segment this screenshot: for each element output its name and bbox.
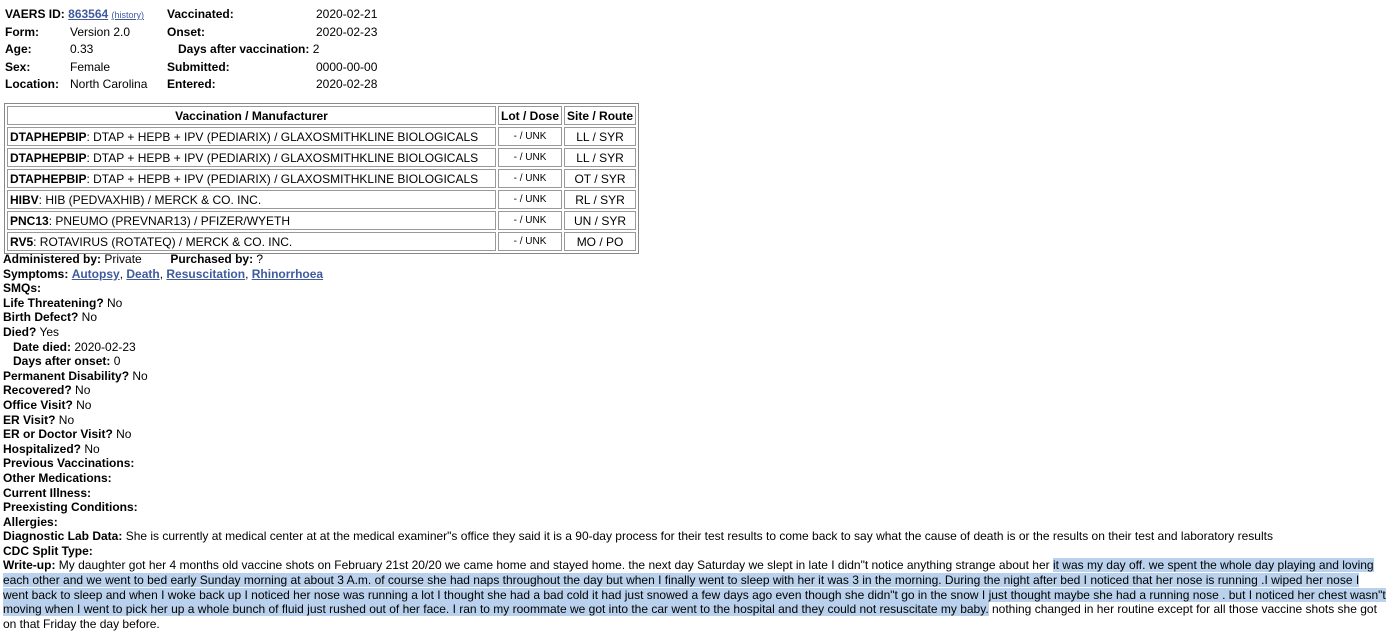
date-died-line: Date died: 2020-02-23 [13,339,136,354]
vaccine-cell: HIBV: HIB (PEDVAXHIB) / MERCK & CO. INC. [7,190,496,209]
vaers-id-link[interactable]: 863564 [68,7,109,21]
died-line: Died? Yes [3,324,60,339]
symptoms-line: Symptoms: Autopsy, Death, Resuscitation, Rhinorrhoea [3,266,324,281]
days-after-vax-field: Days after vaccination: 2 [178,42,320,56]
submitted-value: 0000-00-00 [316,59,378,74]
lot-cell: - / UNK [498,169,562,188]
header-lot-dose: Lot / Dose [498,106,562,125]
cdc-split-type-line: CDC Split Type: [3,543,93,558]
report-details [3,252,1387,631]
table-row [7,211,636,230]
submitted-label: Submitted: [167,59,230,74]
location-label: Location: [5,77,59,91]
site-cell: LL / SYR [564,148,636,167]
table-row [7,190,636,209]
header-vaccination: Vaccination / Manufacturer [7,106,496,125]
site-cell: OT / SYR [564,169,636,188]
preexisting-conditions-line: Preexisting Conditions: [3,500,138,515]
symptom-link-resuscitation[interactable]: Resuscitation [166,266,246,281]
lot-cell: - / UNK [498,127,562,146]
entered-value: 2020-02-28 [316,77,378,91]
symptom-link-death[interactable]: Death [126,266,160,281]
history-link[interactable]: (history) [111,10,145,20]
vaccine-cell: RV5: ROTAVIRUS (ROTATEQ) / MERCK & CO. INC. [7,232,496,251]
symptom-link-autopsy[interactable]: Autopsy [71,266,120,281]
other-medications-line: Other Medications: [3,470,112,485]
header-site-route: Site / Route [564,106,636,125]
allergies-line: Allergies: [3,514,58,529]
days-after-onset-line: Days after onset: 0 [13,354,121,369]
onset-label: Onset: [167,24,206,39]
vaccine-cell: DTAPHEPBIP: DTAP + HEPB + IPV (PEDIARIX) / GLAXOSMITHKLINE BIOLOGICALS [7,169,496,188]
birth-defect-line: Birth Defect? No [3,310,98,325]
writeup-text: Write-up: My daughter got her 4 months old vaccine shots on February 21st 20/20 we came home and stayed home. the next day Saturday we slept in late I didn"t notice anything strange about her it was my day off. we spent the whole day playing and loving each other and we went to bed early Sunday morning at about 3 A.m. of course she had naps throughout the day but when I finally went to sleep with her it was 3 in the morning. During the night after bed I noticed that her nose is running .I wiped her nose I went back to sleep and when I woke back up I noticed her nose was running a lot I thought she had a bad cold it had just snowed a few days ago even though she didn"t go in the snow I just thought maybe she had a running nose . but I noticed her chest wasn"t moving when I went to pick her up a whole bunch of fluid just rushed out of her face. I ran to my roommate we got into the car went to the hospital and they could not resuscitate my baby. nothing changed in her routine except for all those vaccine shots she got on that Friday the day before. [3,558,1386,631]
administered-purchased-line: Administered by: Private Purchased by: ? [3,252,264,266]
vaccine-cell: DTAPHEPBIP: DTAP + HEPB + IPV (PEDIARIX) / GLAXOSMITHKLINE BIOLOGICALS [7,148,496,167]
location-value: North Carolina [70,77,148,91]
lot-cell: - / UNK [498,148,562,167]
table-row [7,169,636,188]
report-header [5,5,395,93]
table-row [7,148,636,167]
site-cell: MO / PO [564,232,636,251]
previous-vaccinations-line: Previous Vaccinations: [3,456,135,471]
table-header-row [7,106,636,125]
form-label: Form: [5,24,39,39]
office-visit-line: Office Visit? No [3,397,92,412]
er-visit-line: ER Visit? No [3,412,75,427]
vaccinated-label: Vaccinated: [167,7,234,21]
lot-cell: - / UNK [498,232,562,251]
age-label: Age: [5,42,32,56]
vaccination-table [4,103,639,254]
vaccine-cell: PNC13: PNEUMO (PREVNAR13) / PFIZER/WYETH [7,211,496,230]
table-row [7,127,636,146]
age-value: 0.33 [70,42,94,56]
lot-cell: - / UNK [498,211,562,230]
recovered-line: Recovered? No [3,383,91,398]
site-cell: RL / SYR [564,190,636,209]
vaccine-cell: DTAPHEPBIP: DTAP + HEPB + IPV (PEDIARIX) / GLAXOSMITHKLINE BIOLOGICALS [7,127,496,146]
hospitalized-line: Hospitalized? No [3,441,100,456]
symptom-link-rhinorrhoea[interactable]: Rhinorrhoea [251,266,324,281]
diagnostic-lab-line: Diagnostic Lab Data: She is currently at medical center at at the medical examiner"s office they said it is a 90-day process for their test results to come back to say what the cause of death is or the results on their test and laboratory results [3,529,1273,544]
sex-label: Sex: [5,59,31,74]
site-cell: LL / SYR [564,127,636,146]
permanent-disability-line: Permanent Disability? No [3,368,148,383]
table-row [7,232,636,251]
form-value: Version 2.0 [70,24,131,39]
site-cell: UN / SYR [564,211,636,230]
smqs-line: SMQs: [3,281,42,296]
selected-text-highlight: it was my day off. we spent the whole day playing and loving each other and we went to bed early Sunday morning at about 3 A.m. of course she had naps throughout the day but when I finally went to sleep with her it was 3 in the morning. During the night after bed I noticed that her nose is running .I wiped her nose I went back to sleep and when I woke back up I noticed her nose was running a lot I thought she had a bad cold it had just snowed a few days ago even though she didn"t go in the snow I just thought maybe she had a running nose . but I noticed her chest wasn"t moving when I went to pick her up a whole bunch of fluid just rushed out of her face. I ran to my roommate we got into the car went to the hospital and they could not resuscitate my baby. [3,558,1386,617]
vaccinated-value: 2020-02-21 [316,7,378,21]
vaers-id-field: VAERS ID: 863564 (history) [5,7,145,21]
lot-cell: - / UNK [498,190,562,209]
er-doctor-visit-line: ER or Doctor Visit? No [3,427,132,442]
sex-value: Female [70,59,111,74]
onset-value: 2020-02-23 [316,24,378,39]
life-threatening-line: Life Threatening? No [3,295,123,310]
current-illness-line: Current Illness: [3,485,92,500]
entered-label: Entered: [167,77,216,91]
